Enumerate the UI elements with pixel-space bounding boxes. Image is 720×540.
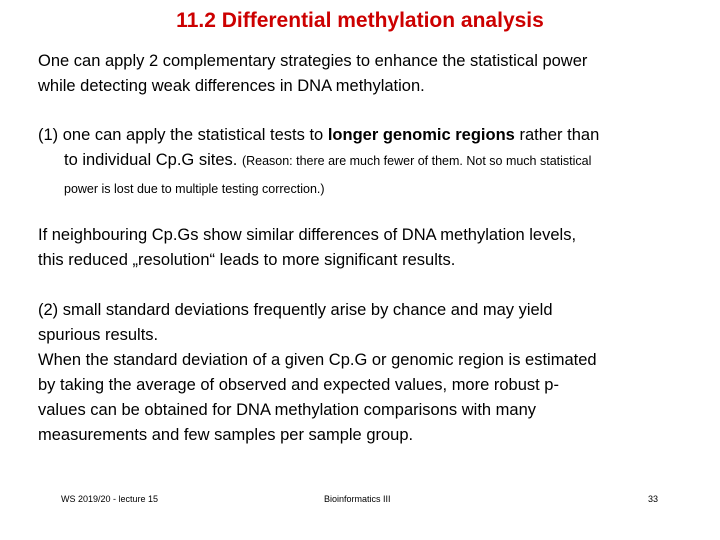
footer-course-title: Bioinformatics III xyxy=(324,494,391,504)
strategy-2-line-1: (2) small standard deviations frequently arise by chance and may yield xyxy=(38,301,553,319)
strategy-2-line-6: measurements and few samples per sample group. xyxy=(38,426,414,444)
strategy-1-paragraph xyxy=(38,123,668,204)
intro-line-1: One can apply 2 complementary strategies to enhance the statistical power xyxy=(38,52,588,70)
footer-page-number: 33 xyxy=(648,494,659,504)
neighbour-line-1: If neighbouring Cp.Gs show similar differences of DNA methylation levels, xyxy=(38,226,577,244)
strategy-1-reason-part-1: (Reason: there are much fewer of them. Not so much statistical xyxy=(241,154,592,168)
strategy-1-line-2 xyxy=(38,148,668,174)
strategy-2-line-3: When the standard deviation of a given Cp.G or genomic region is estimated xyxy=(38,351,597,369)
strategy-2-line-4: by taking the average of observed and expected values, more robust p- xyxy=(38,376,559,394)
strategy-2-paragraph xyxy=(38,298,668,448)
strategy-1-emphasis: longer genomic regions xyxy=(327,126,515,144)
slide-title: 11.2 Differential methylation analysis xyxy=(176,9,544,32)
strategy-2-line-2: spurious results. xyxy=(38,326,159,344)
intro-paragraph xyxy=(38,49,668,99)
neighbour-line-2: this reduced „resolution“ leads to more significant results. xyxy=(38,251,456,269)
strategy-1-prefix: (1) one can apply the statistical tests to xyxy=(38,126,328,144)
strategy-1-line-1 xyxy=(38,123,668,148)
strategy-1-reason-part-2: power is lost due to multiple testing correction.) xyxy=(64,182,325,196)
strategy-2-line-5: values can be obtained for DNA methylation comparisons with many xyxy=(38,401,537,419)
footer-course-label: WS 2019/20 - lecture 15 xyxy=(61,494,159,504)
strategy-1-suffix: rather than xyxy=(514,126,600,144)
neighbour-paragraph xyxy=(38,223,668,273)
strategy-1-sites-text: to individual Cp.G sites. xyxy=(64,151,238,169)
intro-line-2: while detecting weak differences in DNA methylation. xyxy=(38,77,425,95)
